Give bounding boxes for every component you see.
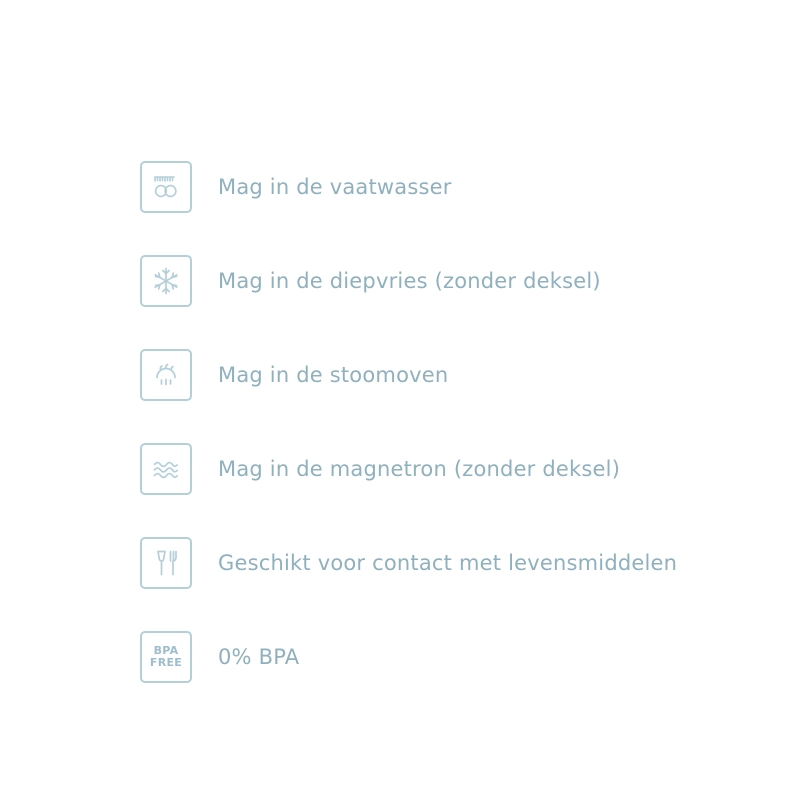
feature-label: Mag in de vaatwasser xyxy=(218,175,452,199)
feature-label: Mag in de diepvries (zonder deksel) xyxy=(218,269,601,293)
list-item xyxy=(140,328,760,422)
steam-oven-safe-icon xyxy=(140,349,192,401)
feature-label: Geschikt voor contact met levensmiddelen xyxy=(218,551,678,575)
feature-label: Mag in de stoomoven xyxy=(218,363,449,387)
feature-label: 0% BPA xyxy=(218,645,300,669)
food-contact-safe-icon xyxy=(140,537,192,589)
list-item xyxy=(140,140,760,234)
product-feature-list xyxy=(140,140,760,704)
bpa-badge-line1: BPA xyxy=(153,644,179,658)
list-item xyxy=(140,422,760,516)
list-item xyxy=(140,516,760,610)
freezer-safe-icon xyxy=(140,255,192,307)
list-item xyxy=(140,234,760,328)
bpa-badge-line2: FREE xyxy=(149,656,183,669)
microwave-safe-icon xyxy=(140,443,192,495)
feature-label: Mag in de magnetron (zonder deksel) xyxy=(218,457,621,481)
list-item xyxy=(140,610,760,704)
bpa-free-icon xyxy=(140,631,192,683)
dishwasher-safe-icon xyxy=(140,161,192,213)
